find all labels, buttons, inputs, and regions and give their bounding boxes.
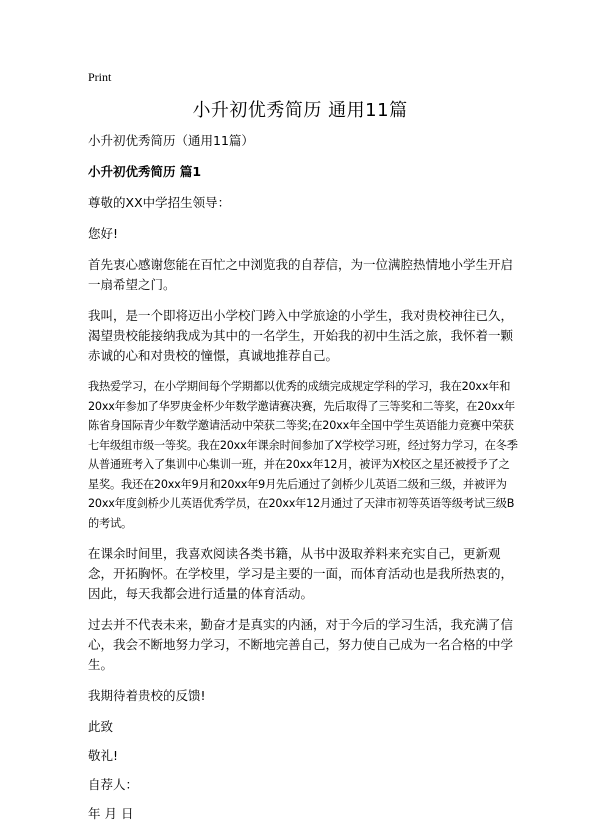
- document-subtitle: 小升初优秀简历（通用11篇）: [88, 133, 254, 148]
- paragraph-self-intro: 我叫，是一个即将迈出小学校门跨入中学旅途的小学生，我对贵校神往已久，渴望贵校能接纳我成为其中的一名学生，开始我的初中生活之旅，我怀着一颗赤诚的心和对贵校的憧憬，真诚地推荐自己。: [88, 308, 514, 363]
- date-line: 年 月 日: [88, 806, 134, 821]
- paragraph-intro: 首先衷心感谢您能在百忙之中浏览我的自荐信，为一位满腔热情地小学生开启一扇希望之门。: [88, 257, 514, 292]
- print-link[interactable]: Print: [88, 70, 112, 84]
- document-body: [88, 131, 520, 833]
- closing-line1: 此致: [88, 719, 114, 734]
- paragraph-future: 过去并不代表未来，勤奋才是真实的内涵，对于今后的学习生活，我充满了信心，我会不断地努力学习，不断地完善自己，努力使自己成为一名合格的中学生。: [88, 617, 514, 672]
- paragraph-achievements: 我热爱学习，在小学期间每个学期都以优秀的成绩完成规定学科的学习，我在20xx年和20xx年参加了华罗庚金杯少年数学邀请赛决赛，先后取得了三等奖和二等奖，在20xx年陈省身国际青少年数学邀请活动中荣获二等奖;在20xx年全国中学生英语能力竞赛中荣获七年级组市级一等奖。我在20xx年课余时间参加了X学校学习班，经过努力学习，在冬季从普通班考入了集训中心集训一班，并在20xx年12月，被评为X校区之星还被授予了之星奖。我还在20xx年9月和20xx年9月先后通过了剑桥少儿英语二级和三级，并被评为20xx年度剑桥少儿英语优秀学员，在20xx年12月通过了天津市初等英语等级考试三级B的考试。: [88, 380, 518, 530]
- paragraph-expectation: 我期待着贵校的反馈!: [88, 688, 206, 703]
- paragraph-hobbies: 在课余时间里，我喜欢阅读各类书籍，从书中汲取养料来充实自己，更新观念，开拓胸怀。在学校里，学习是主要的一面，而体育活动也是我所热衷的，因此，每天我都会进行适量的体育活动。: [88, 546, 514, 601]
- salutation: 尊敬的XX中学招生领导：: [88, 195, 231, 210]
- closing-line2: 敬礼!: [88, 748, 119, 763]
- section-heading: 小升初优秀简历 篇1: [88, 164, 202, 179]
- greeting: 您好!: [88, 226, 119, 241]
- signer-label: 自荐人：: [88, 777, 139, 792]
- page-title: 小升初优秀简历 通用11篇: [192, 100, 408, 121]
